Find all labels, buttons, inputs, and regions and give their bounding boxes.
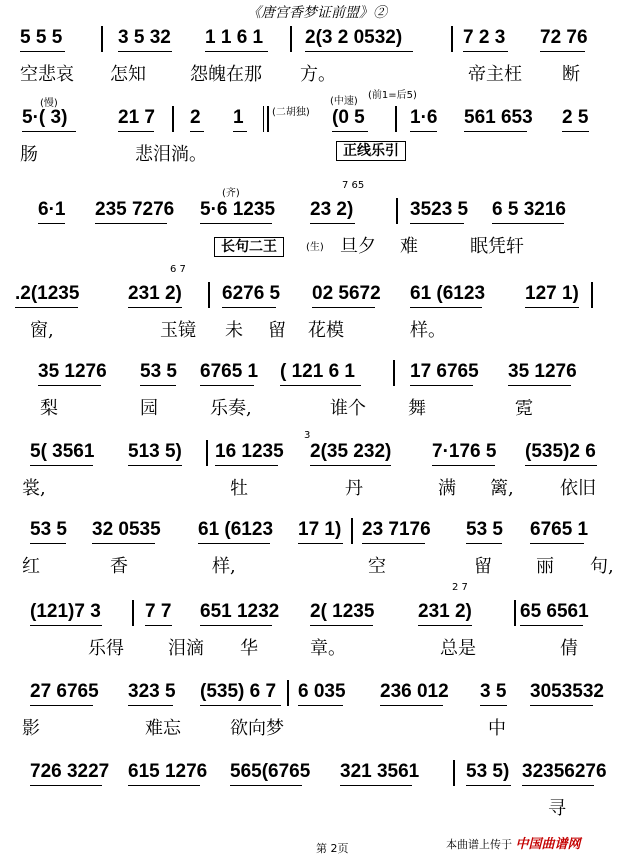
beam-line: [230, 785, 302, 786]
note-group: 35 1276: [38, 361, 107, 382]
beam-line: [310, 625, 373, 626]
beam-line: [492, 223, 564, 224]
note-group: 2 5: [562, 107, 589, 128]
beam-line: [233, 131, 247, 132]
lyric-text: 窗,: [30, 320, 54, 341]
beam-line: [525, 465, 597, 466]
note-group: 5 5 5: [20, 27, 63, 48]
lyric-text: 难: [400, 236, 418, 257]
beam-line: [305, 51, 413, 52]
beam-line: [38, 223, 65, 224]
notation-line: [0, 360, 634, 388]
lyric-text: 悲泪淌。: [135, 144, 207, 165]
lyric-text: 红: [22, 556, 40, 577]
note-group: (121)7 3: [30, 601, 101, 622]
beam-line: [140, 385, 176, 386]
lyric-text: 梨: [40, 398, 58, 419]
note-group: 61 (6123: [410, 283, 486, 304]
lyrics-line: [0, 634, 634, 658]
lyrics-line: [0, 316, 634, 340]
lyric-text: 倩: [560, 638, 578, 659]
note-group: 32356276: [522, 761, 607, 782]
note-group: 53 5): [466, 761, 510, 782]
note-group: 27 6765: [30, 681, 99, 702]
note-group: 323 5: [128, 681, 176, 702]
note-group: 5( 3561: [30, 441, 95, 462]
note-group: 6·1: [38, 199, 66, 220]
beam-line: [310, 223, 355, 224]
note-group: 02 5672: [312, 283, 381, 304]
bar-line: [591, 282, 593, 308]
note-group: 615 1276: [128, 761, 208, 782]
beam-line: [464, 131, 527, 132]
note-group: 2( 1235: [310, 601, 375, 622]
note-group: 3523 5: [410, 199, 469, 220]
annotation: 2 7: [452, 582, 468, 593]
section-label-box: 长句二王: [214, 237, 284, 257]
beam-line: [540, 51, 585, 52]
lyric-text: 肠: [20, 144, 38, 165]
note-group: 2: [190, 107, 201, 128]
bar-line: [132, 600, 134, 626]
source-credit: [446, 833, 581, 852]
beam-line: [30, 785, 102, 786]
lyric-text: 眠凭轩: [470, 236, 524, 257]
beam-line: [520, 625, 583, 626]
lyric-text: 篱,: [490, 478, 514, 499]
lyric-text: 欲向梦: [230, 718, 284, 739]
bar-line: [393, 360, 395, 386]
bar-line: [451, 26, 453, 52]
lyric-text: 样。: [410, 320, 446, 341]
lyric-text: 帝主枉: [468, 64, 522, 85]
note-group: 3053532: [530, 681, 604, 702]
beam-line: [463, 51, 508, 52]
notation-line: [0, 198, 634, 226]
bar-line: [101, 26, 103, 52]
bar-line: [287, 680, 289, 706]
note-group: 1: [233, 107, 244, 128]
beam-line: [200, 223, 272, 224]
beam-line: [222, 307, 276, 308]
notation-line: [0, 600, 634, 628]
beam-line: [118, 131, 154, 132]
annotation: 6 7: [170, 264, 186, 275]
lyric-text: 怎知: [110, 64, 146, 85]
annotation: (慢): [40, 98, 58, 109]
lyric-text: 空悲哀: [20, 64, 74, 85]
beam-line: [15, 307, 78, 308]
note-group: 726 3227: [30, 761, 110, 782]
beam-line: [38, 385, 101, 386]
annotation: 7 65: [342, 180, 365, 191]
lyric-text: 句,: [590, 556, 614, 577]
note-group: 17 6765: [410, 361, 479, 382]
notation-line: [0, 26, 634, 54]
beam-line: [332, 131, 368, 132]
lyrics-line: [0, 394, 634, 418]
beam-line: [432, 465, 495, 466]
note-group: 5·( 3): [22, 107, 68, 128]
note-group: 6 035: [298, 681, 346, 702]
annotation: (齐): [222, 188, 240, 199]
beam-line: [298, 705, 343, 706]
lyric-text: 裳,: [22, 478, 46, 499]
beam-line: [92, 543, 155, 544]
lyric-text: 花模: [308, 320, 344, 341]
lyric-text: 泪滴: [168, 638, 204, 659]
lyric-text: 章。: [310, 638, 346, 659]
beam-line: [410, 131, 437, 132]
double-bar-line: [263, 106, 269, 132]
lyrics-line: [0, 474, 634, 498]
beam-line: [410, 223, 464, 224]
beam-line: [522, 785, 594, 786]
source-text: 本曲谱上传于: [446, 838, 512, 851]
annotation: 3: [304, 430, 311, 441]
beam-line: [20, 51, 65, 52]
beam-line: [215, 465, 278, 466]
lyric-text: 乐奏,: [210, 398, 252, 419]
section-label-box: 正线乐引: [336, 141, 406, 161]
lyric-text: 未: [225, 320, 243, 341]
lyric-text: 霓: [515, 398, 533, 419]
note-group: 61 (6123: [198, 519, 274, 540]
note-group: 23 2): [310, 199, 354, 220]
note-group: 1 1 6 1: [205, 27, 264, 48]
note-group: 53 5: [30, 519, 67, 540]
lyric-text: 舞: [408, 398, 426, 419]
page-number: 第 2页: [316, 842, 349, 855]
lyrics-line: [0, 714, 634, 738]
beam-line: [200, 625, 272, 626]
beam-line: [312, 307, 375, 308]
beam-line: [466, 785, 511, 786]
beam-line: [190, 131, 204, 132]
beam-line: [340, 785, 412, 786]
note-group: 565(6765: [230, 761, 311, 782]
lyric-text: 丹: [345, 478, 363, 499]
note-group: 236 012: [380, 681, 449, 702]
beam-line: [200, 385, 254, 386]
lyrics-line: [0, 60, 634, 84]
beam-line: [410, 307, 482, 308]
note-group: .2(1235: [15, 283, 80, 304]
beam-line: [525, 307, 579, 308]
beam-line: [310, 465, 391, 466]
lyrics-line: [0, 794, 634, 818]
beam-line: [530, 705, 593, 706]
note-group: 21 7: [118, 107, 155, 128]
annotation: (二胡独): [272, 107, 310, 118]
lyric-text: 空: [368, 556, 386, 577]
beam-line: [200, 705, 281, 706]
beam-line: [530, 543, 584, 544]
note-group: 53 5: [466, 519, 503, 540]
note-group: 16 1235: [215, 441, 284, 462]
bar-line: [453, 760, 455, 786]
beam-line: [562, 131, 589, 132]
note-group: 1·6: [410, 107, 438, 128]
note-group: 127 1): [525, 283, 579, 304]
beam-line: [22, 131, 76, 132]
lyric-text: 难忘: [145, 718, 181, 739]
beam-line: [466, 543, 502, 544]
lyric-text: 丽: [536, 556, 554, 577]
annotation: (中速): [330, 96, 358, 107]
lyric-text: 断: [562, 64, 580, 85]
lyric-text: 影: [22, 718, 40, 739]
beam-line: [205, 51, 268, 52]
lyric-text: 满: [438, 478, 456, 499]
bar-line: [514, 600, 516, 626]
beam-line: [118, 51, 172, 52]
lyric-text: 玉镜: [160, 320, 196, 341]
notation-line: [0, 518, 634, 546]
note-group: 6276 5: [222, 283, 281, 304]
note-group: 6765 1: [200, 361, 259, 382]
beam-line: [128, 465, 182, 466]
lyrics-line: [0, 552, 634, 576]
lyric-text: 谁个: [330, 398, 366, 419]
lyric-text: 寻: [548, 798, 566, 819]
lyric-text: 方。: [300, 64, 336, 85]
note-group: 23 7176: [362, 519, 431, 540]
note-group: 321 3561: [340, 761, 420, 782]
beam-line: [410, 385, 473, 386]
annotation: (前1=后5): [368, 90, 417, 101]
beam-line: [198, 543, 270, 544]
lyric-text: 留: [268, 320, 286, 341]
beam-line: [280, 385, 361, 386]
note-group: 2(3 2 0532): [305, 27, 403, 48]
lyric-text: 依旧: [560, 478, 596, 499]
beam-line: [95, 223, 167, 224]
page-title: 《唐宫香梦证前盟》②: [247, 5, 387, 21]
beam-line: [128, 785, 200, 786]
note-group: 72 76: [540, 27, 588, 48]
lyric-text: 总是: [440, 638, 476, 659]
note-group: 3 5 32: [118, 27, 171, 48]
note-group: 231 2): [418, 601, 472, 622]
beam-line: [298, 543, 343, 544]
beam-line: [30, 543, 66, 544]
annotation: (生): [306, 242, 324, 253]
note-group: 235 7276: [95, 199, 175, 220]
lyric-text: 留: [474, 556, 492, 577]
site-logo: 中国曲谱网: [515, 837, 581, 852]
bar-line: [395, 106, 397, 132]
note-group: 32 0535: [92, 519, 161, 540]
notation-line: [0, 680, 634, 708]
bar-line: [206, 440, 208, 466]
bar-line: [290, 26, 292, 52]
lyric-text: 旦夕: [340, 236, 376, 257]
beam-line: [128, 307, 182, 308]
lyric-text: 华: [240, 638, 258, 659]
note-group: ( 121 6 1: [280, 361, 355, 382]
note-group: 35 1276: [508, 361, 577, 382]
beam-line: [380, 705, 443, 706]
note-group: 3 5: [480, 681, 507, 702]
note-group: 65 6561: [520, 601, 589, 622]
beam-line: [30, 705, 93, 706]
note-group: 7·176 5: [432, 441, 497, 462]
lyric-text: 样,: [212, 556, 236, 577]
note-group: 231 2): [128, 283, 182, 304]
beam-line: [30, 625, 102, 626]
note-group: 2(35 232): [310, 441, 392, 462]
bar-line: [351, 518, 353, 544]
note-group: 7 2 3: [463, 27, 506, 48]
bar-line: [172, 106, 174, 132]
note-group: (535)2 6: [525, 441, 596, 462]
notation-line: [0, 440, 634, 468]
note-group: 651 1232: [200, 601, 280, 622]
note-group: 561 653: [464, 107, 533, 128]
lyrics-line: [0, 140, 634, 164]
note-group: (535) 6 7: [200, 681, 277, 702]
notation-line: [0, 760, 634, 788]
note-group: 17 1): [298, 519, 342, 540]
note-group: 513 5): [128, 441, 182, 462]
note-group: 7 7: [145, 601, 172, 622]
notation-line: [0, 106, 634, 134]
lyric-text: 乐得: [88, 638, 124, 659]
beam-line: [418, 625, 472, 626]
note-group: (0 5: [332, 107, 365, 128]
lyric-text: 园: [140, 398, 158, 419]
beam-line: [128, 705, 173, 706]
note-group: 6 5 3216: [492, 199, 566, 220]
notation-line: [0, 282, 634, 310]
lyric-text: 香: [110, 556, 128, 577]
note-group: 5·6 1235: [200, 199, 276, 220]
lyric-text: 中: [488, 718, 506, 739]
lyric-text: 牡: [230, 478, 248, 499]
beam-line: [480, 705, 507, 706]
beam-line: [145, 625, 172, 626]
note-group: 6765 1: [530, 519, 589, 540]
beam-line: [508, 385, 571, 386]
bar-line: [396, 198, 398, 224]
bar-line: [208, 282, 210, 308]
note-group: 53 5: [140, 361, 177, 382]
beam-line: [362, 543, 425, 544]
beam-line: [30, 465, 93, 466]
lyric-text: 怨魄在那: [190, 64, 262, 85]
